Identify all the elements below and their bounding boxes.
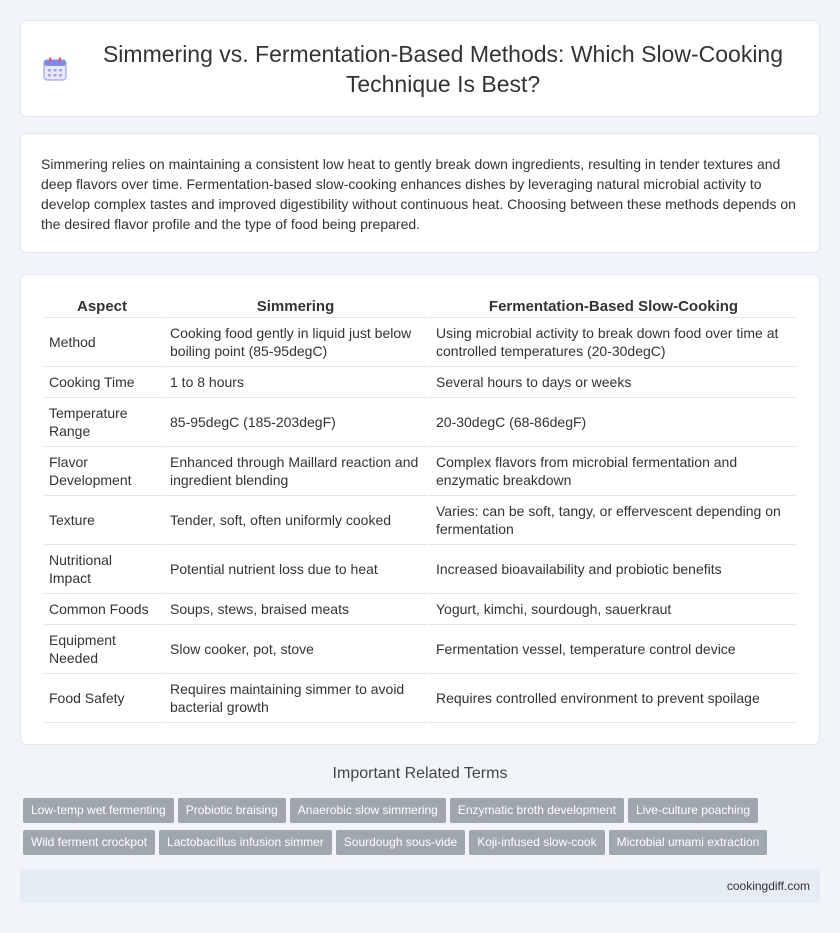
row-simmering: 85-95degC (185-203degF) (161, 398, 427, 447)
footer-site-link[interactable]: cookingdiff.com (726, 879, 810, 893)
table-row (43, 674, 797, 723)
row-fermentation: Varies: can be soft, tangy, or effervescent depending on fermentation (427, 496, 797, 545)
header-aspect: Aspect (43, 295, 161, 318)
footer (20, 869, 820, 903)
row-aspect: Common Foods (43, 594, 161, 625)
table-row (43, 496, 797, 545)
term-tag[interactable]: Low-temp wet fermenting (23, 798, 174, 823)
row-simmering: Cooking food gently in liquid just below boiling point (85-95degC) (161, 318, 427, 367)
row-simmering: Requires maintaining simmer to avoid bacterial growth (161, 674, 427, 723)
table-row (43, 594, 797, 625)
comparison-card (20, 274, 820, 745)
row-fermentation: Using microbial activity to break down food over time at controlled temperatures (20-30degC) (427, 318, 797, 367)
related-terms-title: Important Related Terms (332, 765, 508, 782)
row-aspect: Temperature Range (43, 398, 161, 447)
row-simmering: Tender, soft, often uniformly cooked (161, 496, 427, 545)
term-tag[interactable]: Live-culture poaching (628, 798, 758, 823)
row-aspect: Cooking Time (43, 367, 161, 398)
row-aspect: Flavor Development (43, 447, 161, 496)
table-row (43, 318, 797, 367)
related-terms-list (23, 798, 823, 862)
row-simmering: Slow cooker, pot, stove (161, 625, 427, 674)
table-header-row (43, 295, 797, 318)
term-tag[interactable]: Wild ferment crockpot (23, 830, 155, 855)
term-tag[interactable]: Sourdough sous-vide (336, 830, 465, 855)
term-tag[interactable]: Probiotic braising (178, 798, 286, 823)
term-tag[interactable]: Anaerobic slow simmering (290, 798, 446, 823)
term-tag[interactable]: Koji-infused slow-cook (469, 830, 604, 855)
row-aspect: Food Safety (43, 674, 161, 723)
header-simmering: Simmering (161, 295, 427, 318)
table-row (43, 447, 797, 496)
row-fermentation: Complex flavors from microbial fermentation and enzymatic breakdown (427, 447, 797, 496)
row-simmering: 1 to 8 hours (161, 367, 427, 398)
intro-paragraph: Simmering relies on maintaining a consistent low heat to gently break down ingredients, resulting in tender textures and deep flavors over time. Fermentation-based slow-cooking enhances dishes by leveraging natural microbial activity to develop complex tastes and improved digestibility without continuous heat. Choosing between these methods depends on the desired flavor profile and the type of food being prepared. (41, 156, 796, 232)
table-row (43, 367, 797, 398)
row-aspect: Nutritional Impact (43, 545, 161, 594)
page-title: Simmering vs. Fermentation-Based Methods: Which Slow-Cooking Technique Is Best? (102, 40, 784, 97)
table-row (43, 545, 797, 594)
row-aspect: Equipment Needed (43, 625, 161, 674)
calendar-icon (42, 56, 68, 82)
row-aspect: Texture (43, 496, 161, 545)
term-tag[interactable]: Microbial umami extraction (609, 830, 768, 855)
table-row (43, 625, 797, 674)
row-aspect: Method (43, 318, 161, 367)
table-row (43, 398, 797, 447)
row-fermentation: Requires controlled environment to prevent spoilage (427, 674, 797, 723)
row-simmering: Enhanced through Maillard reaction and ingredient blending (161, 447, 427, 496)
header-card (20, 20, 820, 117)
term-tag[interactable]: Lactobacillus infusion simmer (159, 830, 332, 855)
row-fermentation: 20-30degC (68-86degF) (427, 398, 797, 447)
row-fermentation: Increased bioavailability and probiotic benefits (427, 545, 797, 594)
intro-card (20, 133, 820, 253)
term-tag[interactable]: Enzymatic broth development (450, 798, 624, 823)
row-fermentation: Several hours to days or weeks (427, 367, 797, 398)
row-simmering: Potential nutrient loss due to heat (161, 545, 427, 594)
row-fermentation: Fermentation vessel, temperature control device (427, 625, 797, 674)
row-simmering: Soups, stews, braised meats (161, 594, 427, 625)
comparison-table (43, 295, 797, 723)
row-fermentation: Yogurt, kimchi, sourdough, sauerkraut (427, 594, 797, 625)
header-fermentation: Fermentation-Based Slow-Cooking (427, 295, 797, 318)
